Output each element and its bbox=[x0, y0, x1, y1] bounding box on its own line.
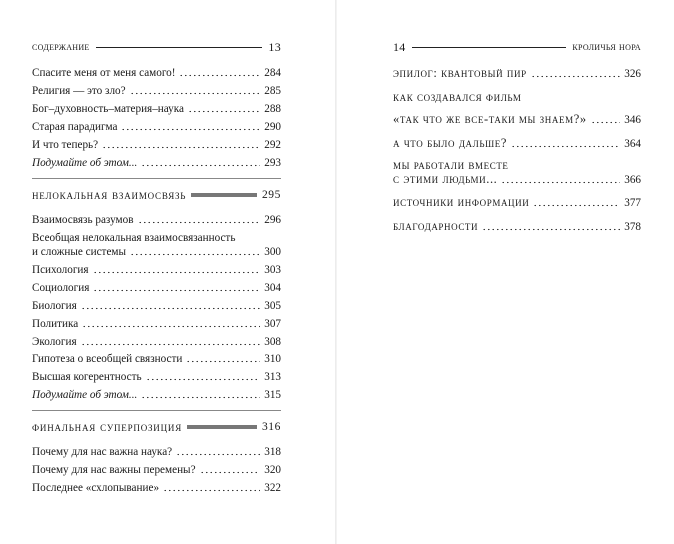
toc-entry[interactable] bbox=[32, 84, 281, 98]
section-heading-superposition[interactable] bbox=[32, 419, 281, 435]
toc-entry-page: 304 bbox=[264, 282, 281, 294]
toc-entry-page: 288 bbox=[264, 103, 281, 115]
leader-dots bbox=[591, 120, 621, 124]
toc-entry-page: 290 bbox=[264, 121, 281, 133]
running-head-right bbox=[393, 40, 641, 54]
toc-entry-page: 377 bbox=[624, 197, 641, 209]
toc-entry[interactable] bbox=[32, 213, 281, 227]
leader-dots bbox=[102, 145, 260, 149]
toc-entry-label: Последнее «схлопывание» bbox=[32, 482, 160, 494]
toc-entry-label: Спасите меня от меня самого! bbox=[32, 67, 176, 79]
leader-dots bbox=[511, 144, 620, 148]
section-divider bbox=[32, 410, 281, 411]
toc-entry-page: 303 bbox=[264, 264, 281, 276]
toc-entry-label: эпилог: квантовый пир bbox=[393, 66, 527, 80]
toc-entry-label: Подумайте об этом... bbox=[32, 157, 138, 169]
toc-entry-line1[interactable] bbox=[393, 158, 641, 172]
toc-entry-label: с этими людьми... bbox=[393, 172, 498, 186]
toc-entry-label: Гипотеза о всеобщей связности bbox=[32, 353, 183, 365]
toc-entry-label: Социология bbox=[32, 282, 90, 294]
toc-entry[interactable] bbox=[32, 138, 281, 152]
toc-entry-label: Экология bbox=[32, 336, 77, 348]
toc-entry[interactable] bbox=[32, 317, 281, 331]
left-page bbox=[0, 0, 335, 544]
leader-dots bbox=[130, 91, 261, 95]
leader-dots bbox=[93, 270, 261, 274]
leader-dots bbox=[186, 359, 260, 363]
section-heading-bar bbox=[187, 425, 257, 429]
toc-entry-line1[interactable] bbox=[32, 231, 281, 245]
toc-entry-page: 364 bbox=[624, 138, 641, 150]
toc-entry-epilogue[interactable] bbox=[393, 66, 641, 81]
toc-entry-label: Подумайте об этом... bbox=[32, 389, 138, 401]
toc-entry[interactable] bbox=[32, 352, 281, 366]
toc-entry-label: благодарности bbox=[393, 219, 479, 233]
toc-entry[interactable] bbox=[32, 66, 281, 80]
section-heading-page: 316 bbox=[261, 421, 281, 433]
running-head-rule bbox=[412, 47, 567, 48]
toc-entry-label: Старая парадигма bbox=[32, 121, 118, 133]
leader-dots bbox=[81, 306, 260, 310]
leader-dots bbox=[188, 109, 260, 113]
running-head-page-number: 14 bbox=[393, 39, 406, 54]
running-head-title: содержание bbox=[32, 41, 90, 53]
toc-entry-reflection[interactable] bbox=[32, 156, 281, 170]
toc-entry-label: Почему для нас важна наука? bbox=[32, 446, 173, 458]
running-head-left bbox=[32, 40, 281, 54]
toc-entry[interactable] bbox=[32, 299, 281, 313]
toc-entry[interactable] bbox=[32, 263, 281, 277]
toc-entry-page: 305 bbox=[264, 300, 281, 312]
section-heading-label: финальная суперпозиция bbox=[32, 419, 183, 434]
toc-entry-label: Высшая когерентность bbox=[32, 371, 142, 383]
leader-dots bbox=[482, 227, 620, 231]
toc-entry-page: 366 bbox=[624, 174, 641, 186]
leader-dots bbox=[531, 74, 620, 78]
toc-entry-page: 307 bbox=[264, 318, 281, 330]
toc-entry[interactable] bbox=[32, 463, 281, 477]
toc-entry-label: и сложные системы bbox=[32, 246, 127, 258]
toc-entry-page: 310 bbox=[264, 353, 281, 365]
section-heading-bar bbox=[191, 193, 257, 197]
toc-entry-page: 292 bbox=[264, 139, 281, 151]
toc-entry-page: 284 bbox=[264, 67, 281, 79]
leader-dots bbox=[501, 180, 620, 184]
leader-dots bbox=[130, 252, 260, 256]
toc-entry[interactable] bbox=[32, 481, 281, 495]
toc-entry[interactable] bbox=[32, 370, 281, 384]
toc-entry-label: источники информации bbox=[393, 195, 530, 209]
toc-entry[interactable] bbox=[32, 445, 281, 459]
toc-entry-label: Бог–духовность–материя–наука bbox=[32, 103, 185, 115]
leader-dots bbox=[163, 488, 260, 492]
running-head-page-number: 13 bbox=[268, 39, 281, 54]
toc-entry[interactable] bbox=[32, 281, 281, 295]
toc-entry[interactable] bbox=[393, 219, 641, 234]
toc-entry-page: 300 bbox=[264, 246, 281, 258]
toc-entry[interactable] bbox=[32, 120, 281, 134]
toc-entry[interactable] bbox=[32, 335, 281, 349]
toc-entry-page: 320 bbox=[264, 464, 281, 476]
toc-entry-label: Всеобщая нелокальная взаимосвязанность bbox=[32, 232, 236, 244]
toc-entry[interactable] bbox=[32, 102, 281, 116]
toc-entry-page: 315 bbox=[264, 389, 281, 401]
leader-dots bbox=[141, 163, 260, 167]
section-heading-label: нелокальная взаимосвязь bbox=[32, 187, 187, 202]
toc-entry-label: Взаимосвязь разумов bbox=[32, 214, 134, 226]
toc-entry-reflection[interactable] bbox=[32, 388, 281, 402]
running-head-rule bbox=[96, 47, 263, 48]
section-heading-page: 295 bbox=[261, 189, 281, 201]
toc-entry[interactable] bbox=[393, 195, 641, 210]
toc-entry[interactable] bbox=[393, 112, 641, 127]
toc-entry-page: 293 bbox=[264, 157, 281, 169]
toc-entry-label: И что теперь? bbox=[32, 139, 99, 151]
section-heading-nonlocal[interactable] bbox=[32, 187, 281, 203]
toc-entry-page: 378 bbox=[624, 221, 641, 233]
toc-entry-label: Почему для нас важны перемены? bbox=[32, 464, 196, 476]
leader-dots bbox=[200, 470, 261, 474]
toc-entry-page: 318 bbox=[264, 446, 281, 458]
leader-dots bbox=[176, 452, 260, 456]
toc-entry-label: мы работали вместе bbox=[393, 158, 509, 172]
leader-dots bbox=[179, 73, 260, 77]
toc-entry-making-of[interactable] bbox=[393, 90, 641, 104]
leader-dots bbox=[146, 377, 261, 381]
toc-entry-label: а что было дальше? bbox=[393, 136, 508, 150]
toc-entry-label: Религия — это зло? bbox=[32, 85, 126, 97]
leader-dots bbox=[121, 127, 260, 131]
leader-dots bbox=[82, 324, 260, 328]
leader-dots bbox=[138, 220, 261, 224]
toc-entry-page: 296 bbox=[264, 214, 281, 226]
toc-entry-label: «так что же все-таки мы знаем?» bbox=[393, 112, 587, 126]
toc-entry-label: как создавался фильм bbox=[393, 90, 522, 104]
leader-dots bbox=[81, 342, 261, 346]
toc-entry-page: 313 bbox=[264, 371, 281, 383]
toc-entry-page: 285 bbox=[264, 85, 281, 97]
section-divider bbox=[32, 178, 281, 179]
toc-entry[interactable] bbox=[393, 136, 641, 151]
running-head-title: кроличья нора bbox=[572, 41, 641, 53]
toc-entry-label: Биология bbox=[32, 300, 77, 312]
toc-entry-page: 322 bbox=[264, 482, 281, 494]
leader-dots bbox=[533, 203, 620, 207]
toc-entry-label: Политика bbox=[32, 318, 79, 330]
toc-entry-label: Психология bbox=[32, 264, 89, 276]
leader-dots bbox=[93, 288, 260, 292]
toc-entry-page: 308 bbox=[264, 336, 281, 348]
toc-entry[interactable] bbox=[32, 245, 281, 259]
leader-dots bbox=[141, 395, 260, 399]
toc-entry[interactable] bbox=[393, 172, 641, 187]
toc-entry-page: 346 bbox=[624, 114, 641, 126]
right-page bbox=[337, 0, 674, 544]
toc-entry-page: 326 bbox=[624, 68, 641, 80]
